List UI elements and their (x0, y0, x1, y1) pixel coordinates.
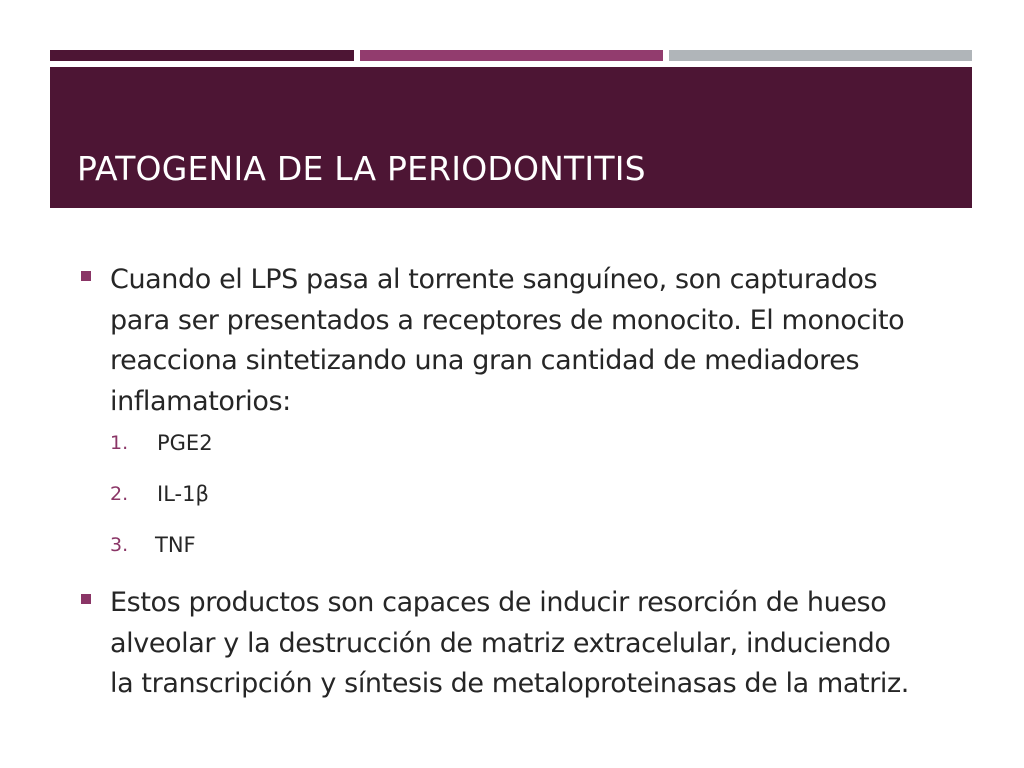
bullet-item (78, 260, 978, 422)
slide-content (78, 260, 978, 705)
square-bullet-icon (81, 594, 91, 604)
item-text: PGE2 (157, 431, 213, 455)
item-number: 1. (110, 432, 129, 454)
item-number: 3. (110, 534, 129, 556)
numbered-item (110, 428, 978, 479)
numbered-item (110, 479, 978, 530)
item-number: 2. (110, 483, 129, 505)
item-text: TNF (155, 533, 196, 557)
slide-title: PATOGENIA DE LA PERIODONTITIS (77, 149, 646, 188)
bullet-line: la transcripción y síntesis de metaloproteinasas de la matriz. (110, 668, 909, 699)
numbered-item (110, 530, 978, 581)
bullet-line: Estos productos son capaces de inducir resorción de hueso (110, 587, 887, 618)
bullet-line: inflamatorios: (110, 385, 291, 417)
bullet-line: Cuando el LPS pasa al torrente sanguíneo, son capturados (110, 264, 878, 295)
numbered-list (110, 428, 978, 581)
item-text: IL-1β (157, 482, 209, 506)
square-bullet-icon (81, 271, 91, 281)
bullet-line: para ser presentados a receptores de monocito. El monocito (110, 304, 905, 336)
title-band (50, 67, 972, 208)
bullet-line: reacciona sintetizando una gran cantidad de mediadores (110, 345, 860, 376)
accent-bar-gray (669, 50, 972, 61)
bullet-item (78, 583, 978, 705)
bullet-line: alveolar y la destrucción de matriz extracelular, induciendo (110, 627, 891, 659)
accent-bar-dark (50, 50, 354, 61)
accent-bar-magenta (360, 50, 663, 61)
